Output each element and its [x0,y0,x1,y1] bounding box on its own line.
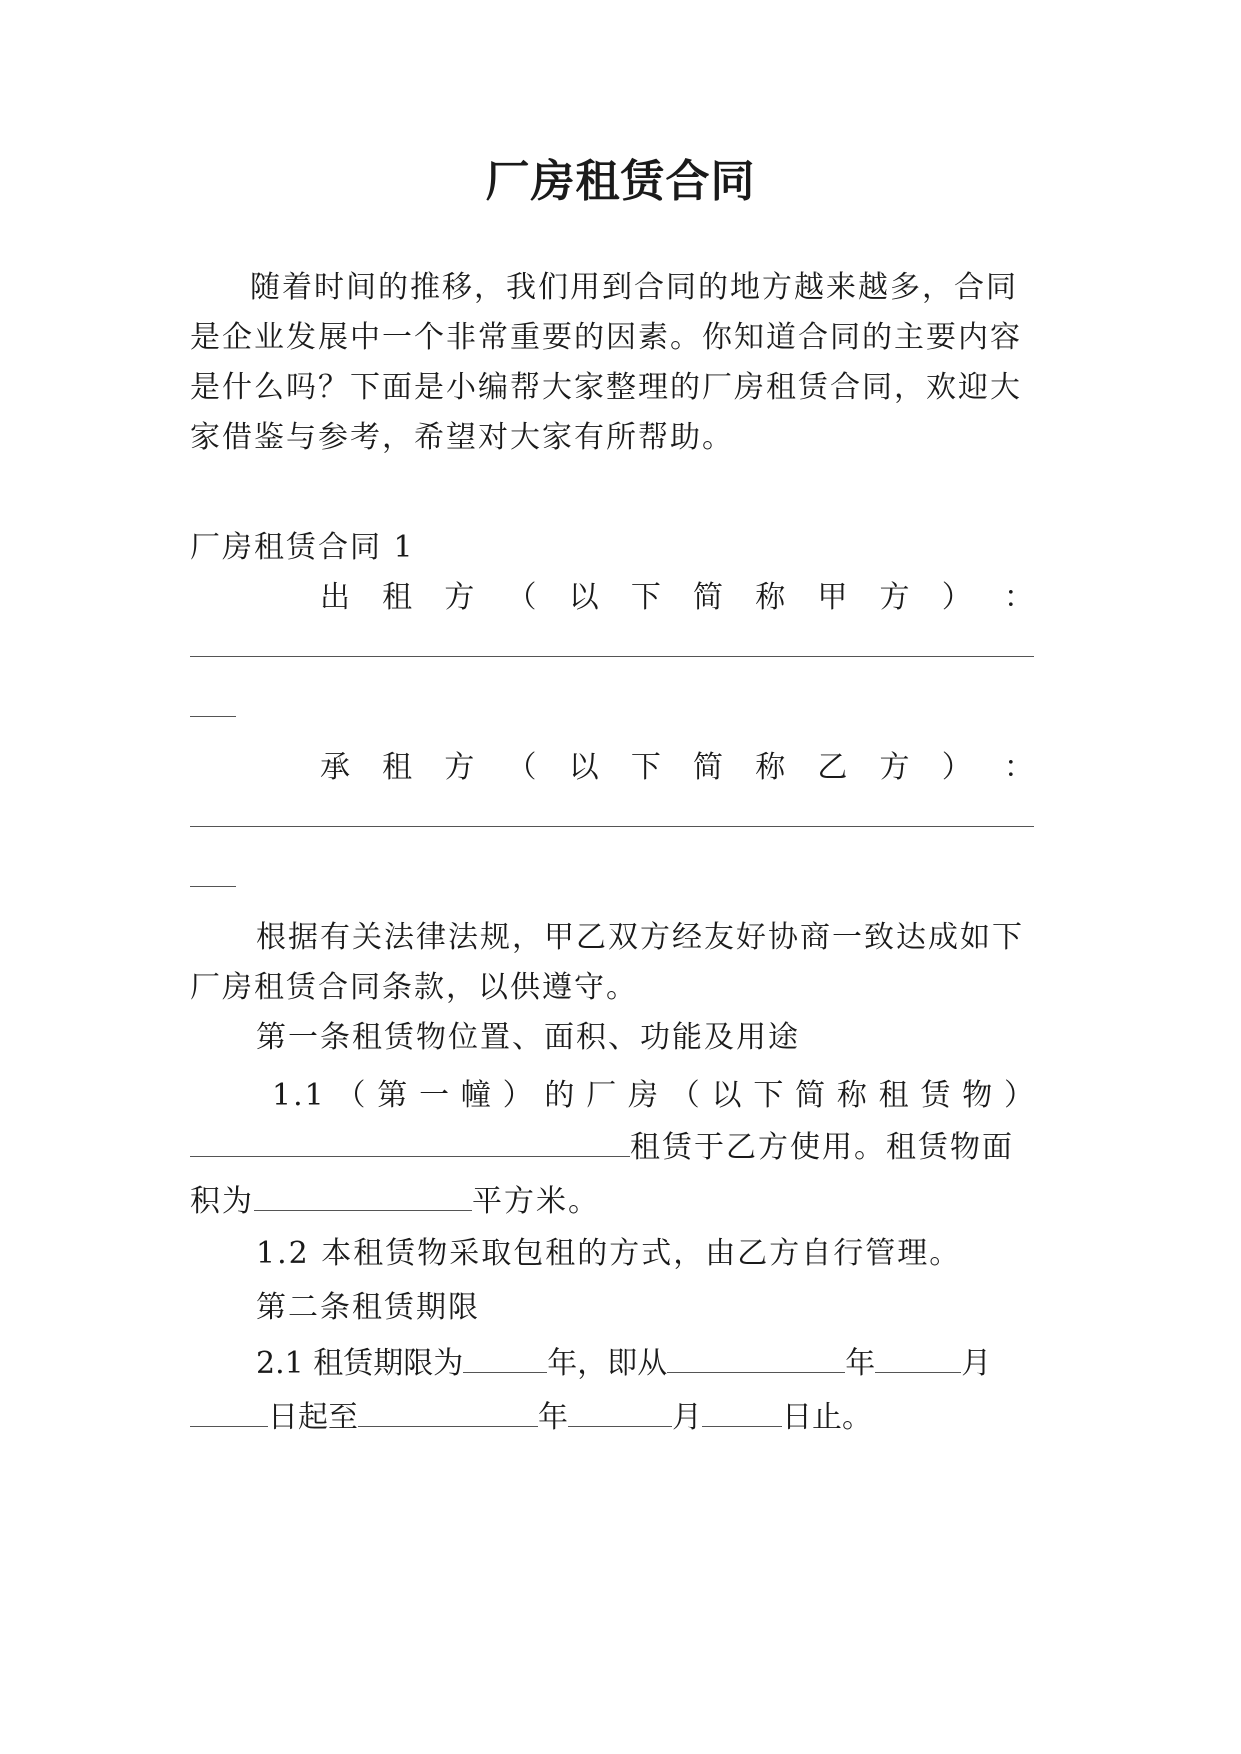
intro-line-3: 是什么吗？下面是小编帮大家整理的厂房租赁合同，欢迎大 [190,370,1022,405]
lessor-name-blank-cont[interactable] [190,716,236,717]
lessor-name-blank[interactable] [190,656,1034,657]
clause-1-1-cont: 租赁于乙方使用。租赁物面 [190,1126,1048,1168]
section-heading: 厂房租赁合同 1 [190,530,415,565]
intro-line-4: 家借鉴与参考，希望对大家有所帮助。 [190,420,734,455]
end-month-blank[interactable] [568,1396,672,1427]
area-line: 积为 平方米。 [190,1180,1048,1222]
lessee-name-blank[interactable] [190,826,1034,827]
clause-1-1: 1.1 （ 第 一 幢 ） 的 厂 房 （ 以 下 简 称 租 赁 物 ） [272,1078,1036,1113]
location-blank[interactable] [190,1126,630,1157]
intro-line-1: 随着时间的推移，我们用到合同的地方越来越多，合同 [250,270,1018,305]
basis-line-1: 根据有关法律法规，甲乙双方经友好协商一致达成如下 [256,920,1024,955]
lessor-label: 出 租 方 （ 以 下 简 称 甲 方 ） ： [320,580,1036,615]
lessee-name-blank-cont[interactable] [190,886,236,887]
start-year-blank[interactable] [667,1342,845,1373]
clause-2-1: 2.1 租赁期限为 年，即从 年 月 [256,1342,1056,1384]
end-year-blank[interactable] [358,1396,538,1427]
lease-years-blank[interactable] [463,1342,547,1373]
basis-line-2: 厂房租赁合同条款，以供遵守。 [190,970,638,1005]
start-month-blank[interactable] [875,1342,961,1373]
clause-2-1-cont: 日起至 年 月 日止。 [190,1396,1048,1438]
area-blank[interactable] [254,1180,472,1211]
lessee-label: 承 租 方 （ 以 下 简 称 乙 方 ） ： [320,750,1036,785]
start-day-blank[interactable] [190,1396,268,1427]
article2-heading: 第二条租赁期限 [256,1290,480,1325]
end-day-blank[interactable] [702,1396,782,1427]
intro-line-2: 是企业发展中一个非常重要的因素。你知道合同的主要内容 [190,320,1022,355]
clause-1-2: 1.2 本租赁物采取包租的方式，由乙方自行管理。 [256,1236,962,1271]
document-title: 厂房租赁合同 [485,156,756,207]
article1-heading: 第一条租赁物位置、面积、功能及用途 [256,1020,800,1055]
